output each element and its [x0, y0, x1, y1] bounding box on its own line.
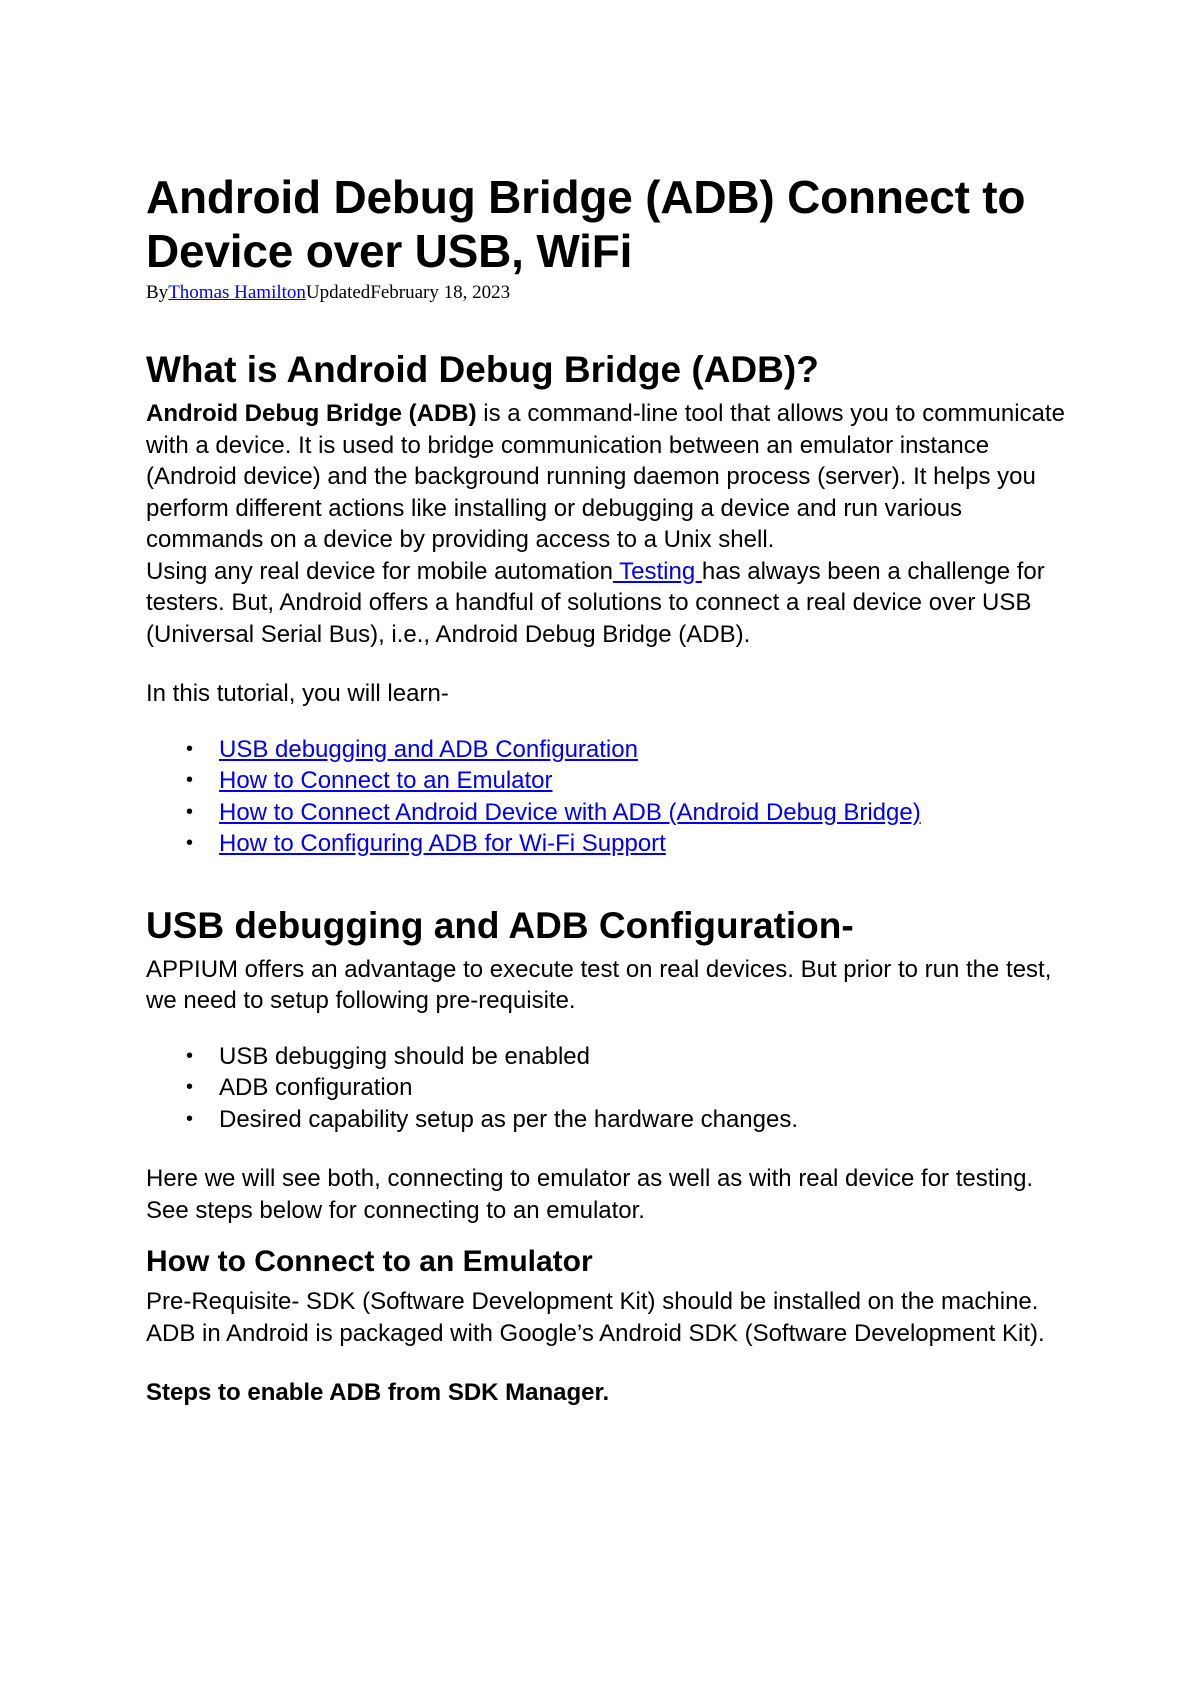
toc-item	[186, 765, 1076, 797]
intro-text: is a command-line tool that allows you to communicate with a device. It is used to bridge communication between an emulator instance (Android device) and the background running daemon process (server). It helps you perform different actions like installing or debugging a device and run various commands on a device by providing access to a Unix shell.	[146, 400, 1065, 553]
toc-link-emulator[interactable]: How to Connect to an Emulator	[219, 767, 553, 794]
bullet-icon: •	[186, 769, 194, 791]
section-heading-usb-debugging: USB debugging and ADB Configuration-	[146, 904, 854, 946]
prereq-text: USB debugging should be enabled	[219, 1042, 590, 1070]
article	[146, 170, 1076, 1409]
prereq-text: ADB configuration	[219, 1074, 413, 1101]
page-title: Android Debug Bridge (ADB) Connect to Device over USB, WiFi	[146, 171, 1026, 277]
byline	[146, 282, 1076, 304]
prereq-item	[186, 1041, 1076, 1073]
intro-paragraph	[146, 398, 1076, 556]
emulator-intro-paragraph: Here we will see both, connecting to emulator as well as with real device for testing. See steps below for connecting to an emulator.	[146, 1165, 1034, 1224]
bullet-icon: •	[186, 800, 194, 823]
bullet-icon: •	[186, 1044, 194, 1067]
section-heading-what-is-adb: What is Android Debug Bridge (ADB)?	[146, 349, 819, 390]
sdk-prereq-paragraph: Pre-Requisite- SDK (Software Development Kit) should be installed on the machine. ADB in Android is packaged with Google’s Android SDK (Software Development Kit).	[146, 1288, 1045, 1347]
testing-paragraph	[146, 556, 1076, 651]
toc-item	[186, 797, 1076, 829]
prereq-text: Desired capability setup as per the hardware changes.	[219, 1105, 798, 1133]
prereq-item	[186, 1104, 1076, 1136]
toc-link-wifi[interactable]: How to Configuring ADB for Wi-Fi Support	[219, 830, 666, 857]
toc-link-android-device[interactable]: How to Connect Android Device with ADB (Android Debug Bridge)	[219, 798, 921, 826]
bullet-icon: •	[186, 1076, 194, 1098]
steps-heading: Steps to enable ADB from SDK Manager.	[146, 1379, 610, 1406]
toc-item	[186, 734, 1076, 766]
testing-text-after: has always been a challenge for testers. But, Android offers a handful of solutions to connect a real device over USB (Universal Serial Bus), i.e., Android Debug Bridge (ADB).	[146, 557, 1045, 648]
section-heading-connect-emulator: How to Connect to an Emulator	[146, 1245, 593, 1278]
prereq-list	[146, 1041, 1076, 1136]
toc-list	[146, 734, 1076, 860]
bullet-icon: •	[186, 1107, 194, 1130]
testing-text-before: Using any real device for mobile automation	[146, 557, 613, 585]
toc-item	[186, 828, 1076, 860]
toc-link-usb-debugging[interactable]: USB debugging and ADB Configuration	[219, 735, 638, 763]
updated-label: Updated	[305, 282, 371, 303]
learn-intro: In this tutorial, you will learn-	[146, 680, 449, 707]
intro-bold-term: Android Debug Bridge (ADB)	[146, 400, 477, 427]
bullet-icon: •	[186, 832, 194, 854]
by-label: By	[146, 282, 169, 303]
author-link[interactable]: Thomas Hamilton	[168, 282, 306, 303]
bullet-icon: •	[186, 737, 194, 760]
updated-date: February 18, 2023	[370, 282, 511, 303]
prereq-item	[186, 1072, 1076, 1104]
testing-link[interactable]: Testing	[612, 557, 702, 585]
appium-paragraph: APPIUM offers an advantage to execute test on real devices. But prior to run the test, we need to setup following pre-requisite.	[146, 955, 1052, 1014]
